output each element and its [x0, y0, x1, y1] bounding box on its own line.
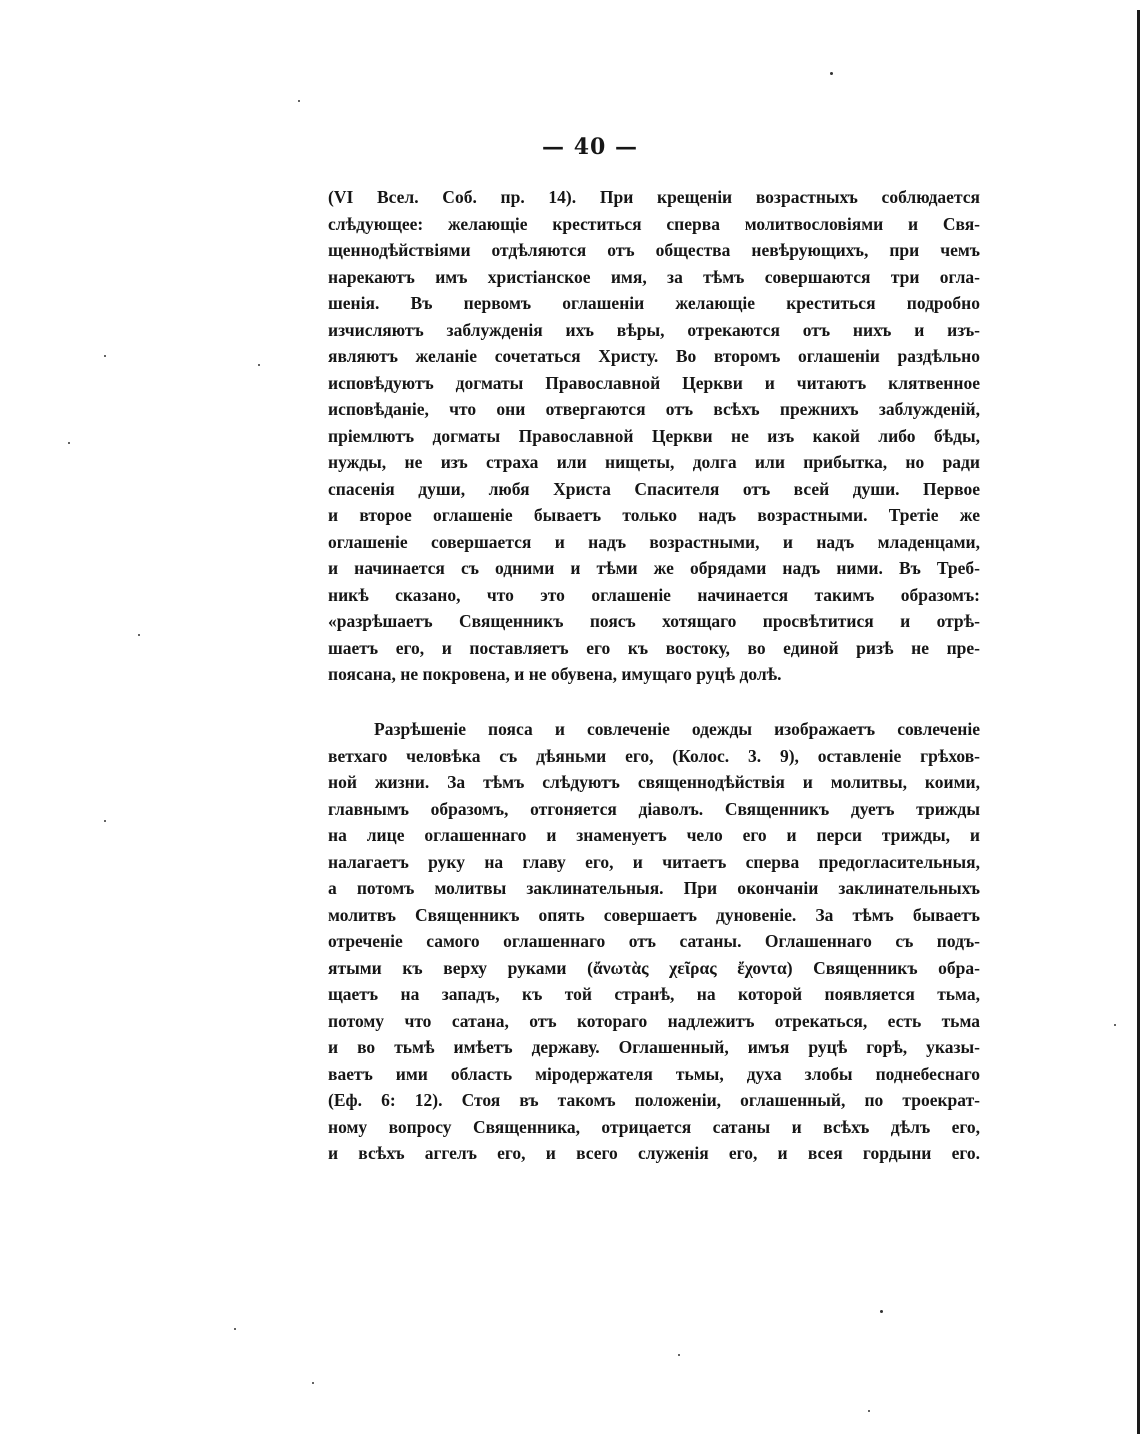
- scan-speck: [234, 1328, 236, 1330]
- text-line: ветхаго человѣка съ дѣяньми его, (Колос. 3. 9), оставленіе грѣхов-: [328, 745, 980, 766]
- text-line: пріемлютъ догматы Православной Церкви не изъ какой либо бѣды,: [328, 425, 980, 446]
- text-line: исповѣданіе, что они отвергаются отъ всѣхъ прежнихъ заблужденій,: [328, 399, 980, 419]
- text-line: Разрѣшеніе пояса и совлеченіе одежды изображаетъ совлеченіе: [374, 719, 980, 739]
- text-line: шаетъ его, и поставляетъ его къ востоку, во единой ризѣ не пре-: [328, 637, 980, 658]
- scan-speck: [678, 1354, 680, 1356]
- text-line: щаетъ на западъ, къ той странѣ, на которой появляется тьма,: [328, 984, 980, 1004]
- text-line: ной жизни. За тѣмъ слѣдуютъ священнодѣйствія и молитвы, коими,: [328, 772, 980, 792]
- scan-speck: [104, 820, 106, 822]
- scan-speck: [104, 355, 106, 357]
- text-line: на лице оглашеннаго и знаменуетъ чело его и перси трижды, и: [328, 825, 980, 845]
- text-line: нужды, не изъ страха или нищеты, долга или прибытка, но ради: [328, 452, 980, 472]
- text-line: (Еф. 6: 12). Стоя въ такомъ положеніи, оглашенный, по троекрат-: [328, 1090, 980, 1110]
- paragraph-1: [328, 184, 980, 688]
- scan-speck: [880, 1310, 883, 1313]
- text-line: щеннодѣйствіями отдѣляются отъ общества невѣрующихъ, при чемъ: [328, 240, 980, 260]
- text-line: шенія. Въ первомъ оглашеніи желающіе креститься подробно: [328, 293, 980, 313]
- text-line: а потомъ молитвы заклинательныя. При окончаніи заклинательныхъ: [328, 878, 980, 898]
- text-line: «разрѣшаетъ Священникъ поясъ хотящаго просвѣтитися и отрѣ-: [328, 611, 980, 631]
- text-line: потому что сатана, отъ котораго надлежитъ отрекаться, есть тьма: [328, 1010, 980, 1031]
- text-line: никѣ сказано, что это оглашеніе начинается такимъ образомъ:: [328, 584, 980, 605]
- scan-speck: [138, 634, 140, 636]
- text-line: налагаетъ руку на главу его, и читаетъ сперва предогласительныя,: [328, 851, 980, 872]
- page-number: — 40 —: [542, 134, 638, 160]
- text-line: являютъ желаніе сочетаться Христу. Во второмъ оглашеніи раздѣльно: [328, 346, 980, 366]
- text-line: и всѣхъ аггелъ его, и всего служенія его, и всея гордыни его.: [328, 1143, 980, 1163]
- text-line: главнымъ образомъ, отгоняется діаволъ. Священникъ дуетъ трижды: [328, 798, 980, 819]
- text-line: слѣдующее: желающіе креститься сперва молитвословіями и Свя-: [328, 213, 980, 234]
- text-line: ятыми къ верху руками (ἄνωτὰς χεῖρας ἔχοντα) Священникъ обра-: [328, 957, 980, 978]
- text-line: ваетъ ими область міродержателя тьмы, духа злобы поднебеснаго: [328, 1063, 980, 1084]
- scan-speck: [312, 1382, 314, 1384]
- text-line: нарекаютъ имъ христіанское имя, за тѣмъ совершаются три огла-: [328, 266, 980, 287]
- text-line: и во тьмѣ имѣетъ державу. Оглашенный, имъя руцѣ горѣ, указы-: [328, 1037, 980, 1057]
- text-line: и начинается съ одними и тѣми же обрядами надъ ними. Въ Треб-: [328, 558, 980, 578]
- text-line: ному вопросу Священника, отрицается сатаны и всѣхъ дѣлъ его,: [328, 1116, 980, 1137]
- text-line: (VI Всел. Соб. пр. 14). При крещеніи возрастныхъ соблюдается: [328, 187, 980, 207]
- scan-speck: [258, 364, 260, 366]
- scan-speck: [298, 100, 300, 102]
- scan-speck: [868, 1410, 870, 1412]
- text-line: поясана, не покровена, и не обувена, имущаго руцѣ долѣ.: [328, 664, 782, 684]
- scan-speck: [68, 442, 70, 444]
- scan-speck: [1114, 1024, 1116, 1026]
- paragraph-2: [328, 716, 980, 1167]
- text-line: отреченіе самого оглашеннаго отъ сатаны. Оглашеннаго съ подъ-: [328, 931, 980, 951]
- text-line: молитвъ Священникъ опять совершаетъ дуновеніе. За тѣмъ бываетъ: [328, 904, 980, 925]
- scan-speck: [830, 72, 833, 75]
- text-line: исповѣдуютъ догматы Православной Церкви и читаютъ клятвенное: [328, 372, 980, 393]
- text-line: оглашеніе совершается и надъ возрастными, и надъ младенцами,: [328, 531, 980, 552]
- text-line: изчисляютъ заблужденія ихъ вѣры, отрекаются отъ нихъ и изъ-: [328, 319, 980, 340]
- text-line: и второе оглашеніе бываетъ только надъ возрастными. Третіе же: [328, 505, 980, 525]
- text-line: спасенія души, любя Христа Спасителя отъ всей души. Первое: [328, 478, 980, 499]
